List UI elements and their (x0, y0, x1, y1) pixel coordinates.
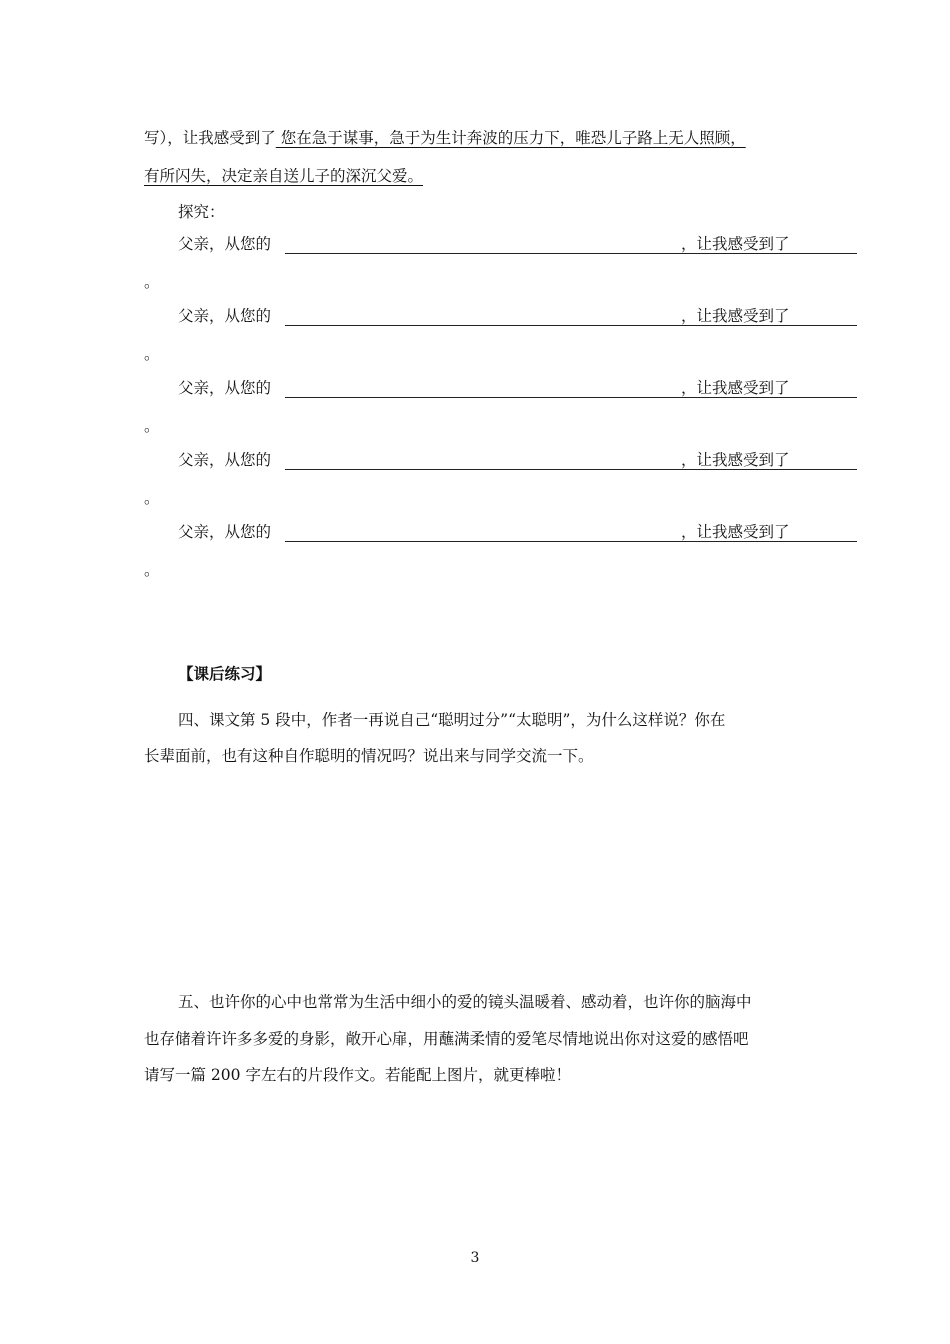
question-5-line-1: 五、也许你的心中也常常为生活中细小的爱的镜头温暖着、感动着，也许你的脑海中 (178, 993, 752, 1011)
question-5-line-3: 请写一篇 200 字左右的片段作文。若能配上图片，就更棒啦！ (144, 1066, 571, 1084)
row-end-mark: 。 (144, 561, 160, 579)
explore-label: 探究： (178, 203, 225, 221)
row-prefix: 父亲，从您的 (178, 235, 272, 253)
row-suffix: ，让我感受到了 (681, 379, 790, 397)
example-line-2 (144, 166, 423, 186)
row-prefix: 父亲，从您的 (178, 523, 272, 541)
question-4-line-2: 长辈面前，也有这种自作聪明的情况吗？说出来与同学交流一下。 (144, 747, 594, 765)
row-end-mark: 。 (144, 345, 160, 363)
section-heading: 【课后练习】 (178, 664, 272, 683)
page-number: 3 (470, 1250, 480, 1266)
row-prefix: 父亲，从您的 (178, 451, 272, 469)
example-line-1 (144, 128, 746, 148)
example-prefix: 写），让我感受到了 (144, 129, 276, 147)
explore-row (178, 378, 808, 400)
row-suffix: ，让我感受到了 (681, 235, 790, 253)
explore-row (178, 234, 808, 256)
row-suffix: ，让我感受到了 (681, 451, 790, 469)
explore-row (178, 306, 808, 328)
explore-row (178, 450, 808, 472)
row-end-mark: 。 (144, 273, 160, 291)
example-answer-part-2: 有所闪失，决定亲自送儿子的深沉父爱。 (144, 167, 424, 185)
row-prefix: 父亲，从您的 (178, 307, 272, 325)
question-5-line-2: 也存储着许许多多爱的身影，敞开心扉，用蘸满柔情的爱笔尽情地说出你对这爱的感悟吧 (144, 1030, 749, 1048)
row-suffix: ，让我感受到了 (681, 307, 790, 325)
row-prefix: 父亲，从您的 (178, 379, 272, 397)
example-answer-part-1: 您在急于谋事，急于为生计奔波的压力下，唯恐儿子路上无人照顾， (275, 129, 746, 147)
row-suffix: ，让我感受到了 (681, 523, 790, 541)
question-4-line-1: 四、课文第 5 段中，作者一再说自己“聪明过分”“太聪明”，为什么这样说？你在 (178, 711, 726, 729)
row-end-mark: 。 (144, 417, 160, 435)
row-end-mark: 。 (144, 489, 160, 507)
explore-row (178, 522, 808, 544)
